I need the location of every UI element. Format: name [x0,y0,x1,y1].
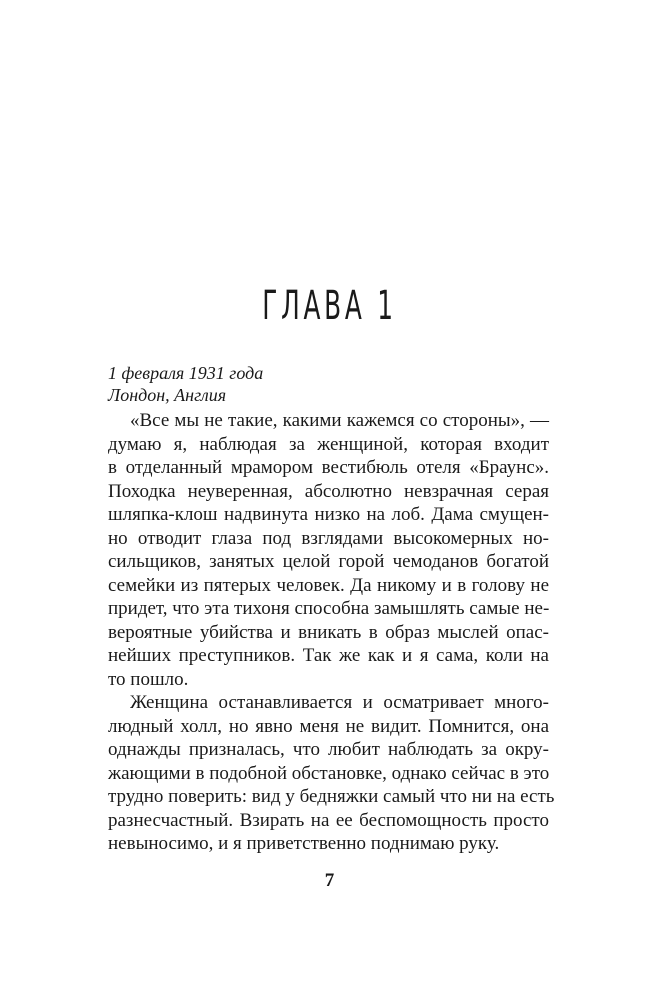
text-line: невыносимо, и я приветственно поднимаю руку. [108,833,500,854]
text-line: вероятные убийства и вникать в образ мыслей опас- [108,621,549,643]
text-line: нейших преступников. Так же как и я сама, коли на [108,645,549,666]
text-line: трудно поверить: вид у бедняжки самый что ни на есть [108,786,555,807]
text-line: то пошло. [108,668,189,690]
text-line: Походка неуверенная, абсолютно невзрачная серая [108,480,549,502]
text-line: шляпка-клош надвинута низко на лоб. Дама смущен- [108,504,549,525]
epigraph [108,362,548,406]
epigraph-date: 1 февраля 1931 года [108,363,264,383]
text-line: думаю я, наблюдая за женщиной, которая входит [108,433,549,455]
text-line: семейки из пятерых человек. Да никому и в голову не [108,574,549,596]
text-line: придет, что эта тихоня способна замышлять самые не- [108,598,550,619]
text-line: людный холл, но явно меня не видит. Помнится, она [108,715,549,737]
text-line: жающими в подобной обстановке, однако сейчас в это [108,762,550,784]
text-line: «Все мы не такие, какими кажемся со стороны», — [130,410,549,431]
text-line: Женщина останавливается и осматривает много- [130,692,549,713]
text-line: разнесчастный. Взирать на ее беспомощность просто [108,809,549,831]
text-line: сильщиков, занятых целой горой чемоданов богатой [108,551,549,572]
text-line: однажды призналась, что любит наблюдать за окру- [108,739,549,760]
body-text [108,409,555,856]
page-number: 7 [324,870,335,891]
chapter-title: ГЛАВА 1 [262,283,397,329]
text-line: но отводит глаза под взглядами высокомерных но- [108,527,549,549]
text-line: в отделанный мрамором вестибюль отеля «Браунс». [108,457,549,478]
epigraph-place: Лондон, Англия [108,385,227,405]
